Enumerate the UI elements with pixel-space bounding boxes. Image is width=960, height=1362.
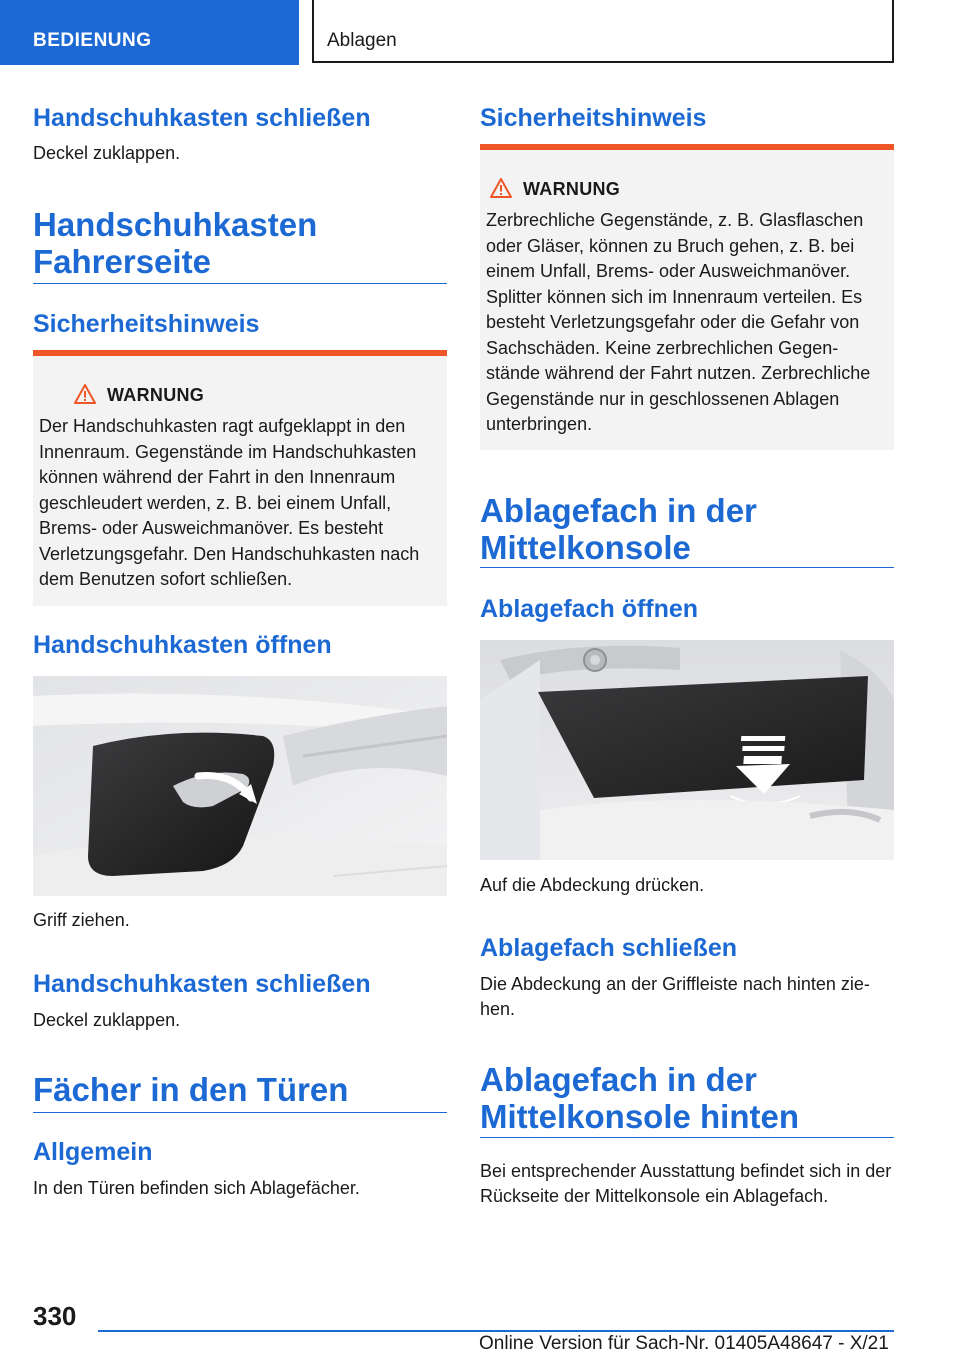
heading-general: Allgemein	[33, 1138, 153, 1166]
warning-box-left	[33, 350, 447, 606]
glovebox-image	[33, 676, 447, 896]
warning-text-left: Der Handschuhkasten ragt aufgeklappt in den Innenraum. Gegenstände im Handschuhkasten können während der Fahrt in den Innenraum geschleudert werden, z. B. bei einem Unfall, Brems- oder Ausweichmanöver. Es besteht Verletzungsgefahr. Den Handschuhkasten nach dem Benutzen sofort schließen.	[39, 416, 420, 589]
header-section-tab	[0, 0, 299, 65]
footer-online-version: Online Version für Sach-Nr. 01405A48647 - X/21	[479, 1333, 889, 1354]
caption-console-open: Auf die Abdeckung drücken.	[480, 875, 705, 895]
heading-rule	[33, 1112, 447, 1113]
heading-glovebox-close-2: Handschuhkasten schließen	[33, 970, 371, 998]
warning-box-right	[480, 144, 894, 450]
header-chapter-label: Ablagen	[327, 30, 397, 51]
heading-rule	[480, 567, 894, 568]
heading-door-compartments: Fächer in den Türen	[33, 1071, 349, 1108]
text-general: In den Türen befinden sich Ablagefächer.	[33, 1178, 360, 1198]
text-glovebox-close-2: Deckel zuklappen.	[33, 1010, 181, 1030]
caption-glovebox-open: Griff ziehen.	[33, 910, 130, 930]
footer-rule	[98, 1330, 894, 1332]
text-glovebox-close: Deckel zuklappen.	[33, 143, 181, 163]
heading-safety-left: Sicherheitshinweis	[33, 310, 260, 338]
warning-triangle-icon	[74, 384, 96, 404]
heading-rule	[33, 283, 447, 284]
heading-glovebox-close: Handschuhkasten schließen	[33, 104, 371, 132]
glovebox-illustration	[33, 676, 447, 896]
heading-safety-right: Sicherheitshinweis	[480, 104, 707, 132]
text-console-close: Die Abdeckung an der Griffleiste nach hinten ziehen.	[480, 974, 870, 1019]
heading-console-open: Ablagefach öffnen	[480, 595, 699, 623]
warning-label-left: WARNUNG	[107, 385, 205, 405]
warning-text-right: Zerbrechliche Gegenstände, z. B. Glasflaschen oder Gläser, können zu Bruch gehen, z. B. bei einem Unfall, Brems- oder Ausweichmanöver. Splitter können sich im Innenraum verteilen. Es besteht Verletzungsgefahr oder die Gefahr von Sachschäden. Keine zerbrechlichen Gegenstände während der Fahrt nutzen. Zerbrechliche Gegenstände nur in geschlossenen Ablagen unterbringen.	[486, 210, 871, 434]
heading-glovebox-driver: Handschuhkasten Fahrerseite	[33, 206, 318, 280]
text-rear-console: Bei entsprechender Ausstattung befindet sich in der Rückseite der Mittelkonsole ein Ablagefach.	[480, 1161, 892, 1206]
warning-label-right: WARNUNG	[523, 179, 621, 199]
header-section-label: BEDIENUNG	[33, 30, 152, 51]
heading-glovebox-open: Handschuhkasten öffnen	[33, 631, 332, 659]
console-illustration	[480, 640, 894, 860]
heading-console-close: Ablagefach schließen	[480, 934, 738, 962]
warning-triangle-icon	[490, 178, 512, 198]
heading-rule	[480, 1137, 894, 1138]
page-number: 330	[33, 1301, 77, 1331]
heading-rear-console: Ablagefach in der Mittelkonsole hinten	[480, 1061, 800, 1135]
heading-center-console: Ablagefach in der Mittelkonsole	[480, 492, 757, 566]
console-image	[480, 640, 894, 860]
header-chapter-box	[312, 0, 894, 63]
